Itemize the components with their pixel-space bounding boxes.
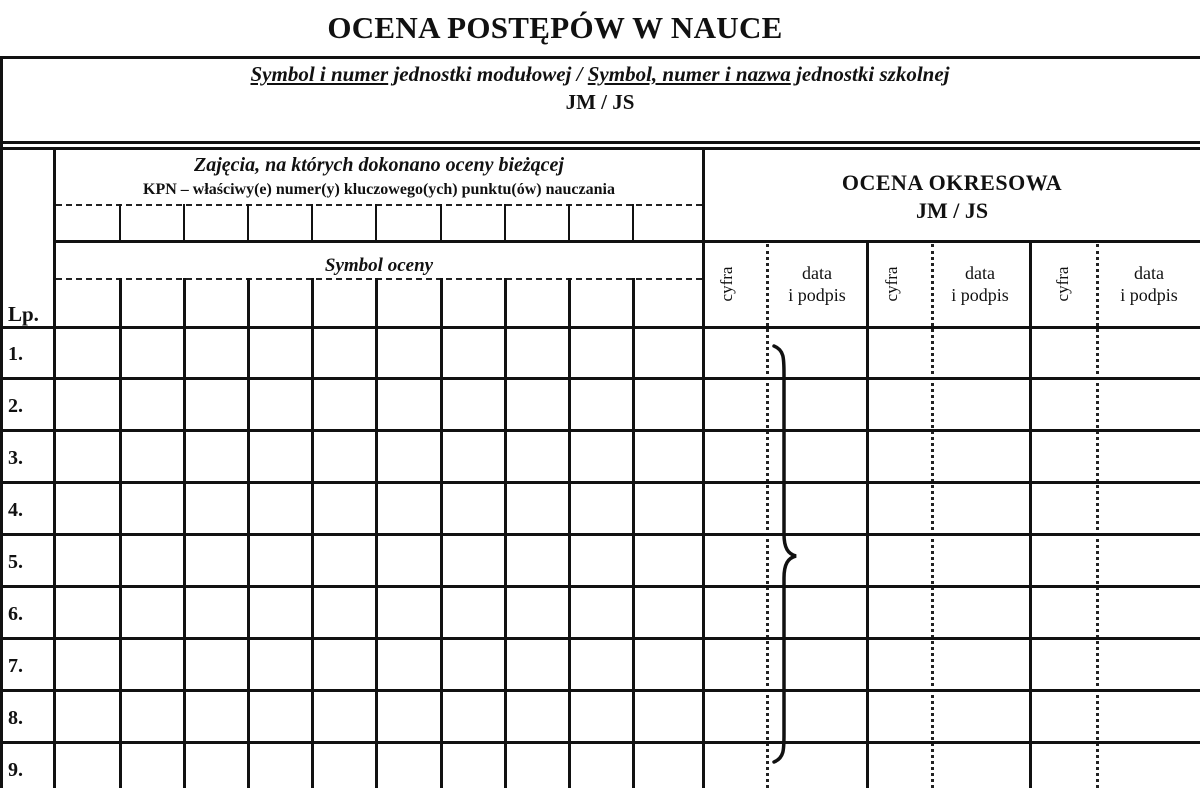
podpis-label-2: i podpis [951, 285, 1009, 305]
data-podpis-label-2 [932, 262, 1028, 306]
row-number-7: 7. [8, 655, 23, 677]
symbol-header-part3: Symbol, numer i nazwa [587, 62, 791, 86]
page-title: OCENA POSTĘPÓW W NAUCE [327, 10, 783, 45]
symbol-dashed-line [56, 278, 702, 280]
jm-js-header: JM / JS [565, 90, 635, 114]
kpn-cell-divider [119, 204, 121, 240]
row-line [0, 429, 1200, 432]
row-line [0, 326, 1200, 329]
row-number-5: 5. [8, 551, 23, 573]
periodic-column-divider [1029, 240, 1032, 788]
kpn-row-bottom-line [56, 240, 702, 243]
frame-left-line [0, 56, 3, 788]
row-number-8: 8. [8, 707, 23, 729]
header-bottom-line [0, 141, 1200, 144]
frame-top-line [0, 56, 1200, 59]
data-label-2: data [965, 263, 995, 283]
current-assessment-title: Zajęcia, na których dokonano oceny bieżącej [194, 154, 564, 176]
periodic-assessment-title: OCENA OKRESOWA [841, 170, 1063, 195]
periodic-jm-js: JM / JS [915, 198, 989, 223]
kpn-cell-divider [375, 204, 377, 240]
data-podpis-label-3 [1098, 262, 1200, 306]
kpn-cell-divider [183, 204, 185, 240]
row-number-6: 6. [8, 603, 23, 625]
periodic-column-divider [866, 240, 869, 788]
row-line [0, 637, 1200, 640]
kpn-cell-divider [632, 204, 634, 240]
row-line [0, 533, 1200, 536]
kpn-cell-divider [440, 204, 442, 240]
cyfra-label-1: cyfra [717, 266, 736, 302]
cyfra-label-3: cyfra [1053, 266, 1072, 302]
curly-brace-icon [770, 344, 800, 764]
symbol-oceny-label: Symbol oceny [324, 255, 434, 276]
symbol-header-part1: Symbol i numer [250, 62, 389, 86]
lp-header: Lp. [8, 302, 39, 326]
kpn-label: KPN – właściwy(e) numer(y) kluczowego(ych) punktu(ów) nauczania [143, 181, 615, 198]
row-line [0, 377, 1200, 380]
symbol-header-part4: jednostki szkolnej [790, 62, 950, 86]
row-line [0, 689, 1200, 692]
kpn-cell-divider [568, 204, 570, 240]
symbol-header-text [0, 62, 1200, 87]
table-top-line [0, 147, 1200, 150]
kpn-cell-divider [247, 204, 249, 240]
row-line [0, 741, 1200, 744]
kpn-cell-divider [504, 204, 506, 240]
symbol-header-part2: jednostki modułowej / [388, 62, 588, 86]
cyfra-label-2: cyfra [882, 266, 901, 302]
row-number-2: 2. [8, 395, 23, 417]
row-number-1: 1. [8, 343, 23, 365]
podpis-label-3: i podpis [1120, 285, 1178, 305]
row-number-9: 9. [8, 759, 23, 781]
kpn-cell-divider [311, 204, 313, 240]
periodic-header-bottom-line [704, 240, 1200, 243]
podpis-label-1: i podpis [788, 285, 846, 305]
kpn-dashed-line [56, 204, 702, 206]
row-number-4: 4. [8, 499, 23, 521]
data-podpis-label-1 [768, 262, 866, 306]
row-number-3: 3. [8, 447, 23, 469]
row-line [0, 481, 1200, 484]
data-label-3: data [1134, 263, 1164, 283]
data-label-1: data [802, 263, 832, 283]
row-line [0, 585, 1200, 588]
